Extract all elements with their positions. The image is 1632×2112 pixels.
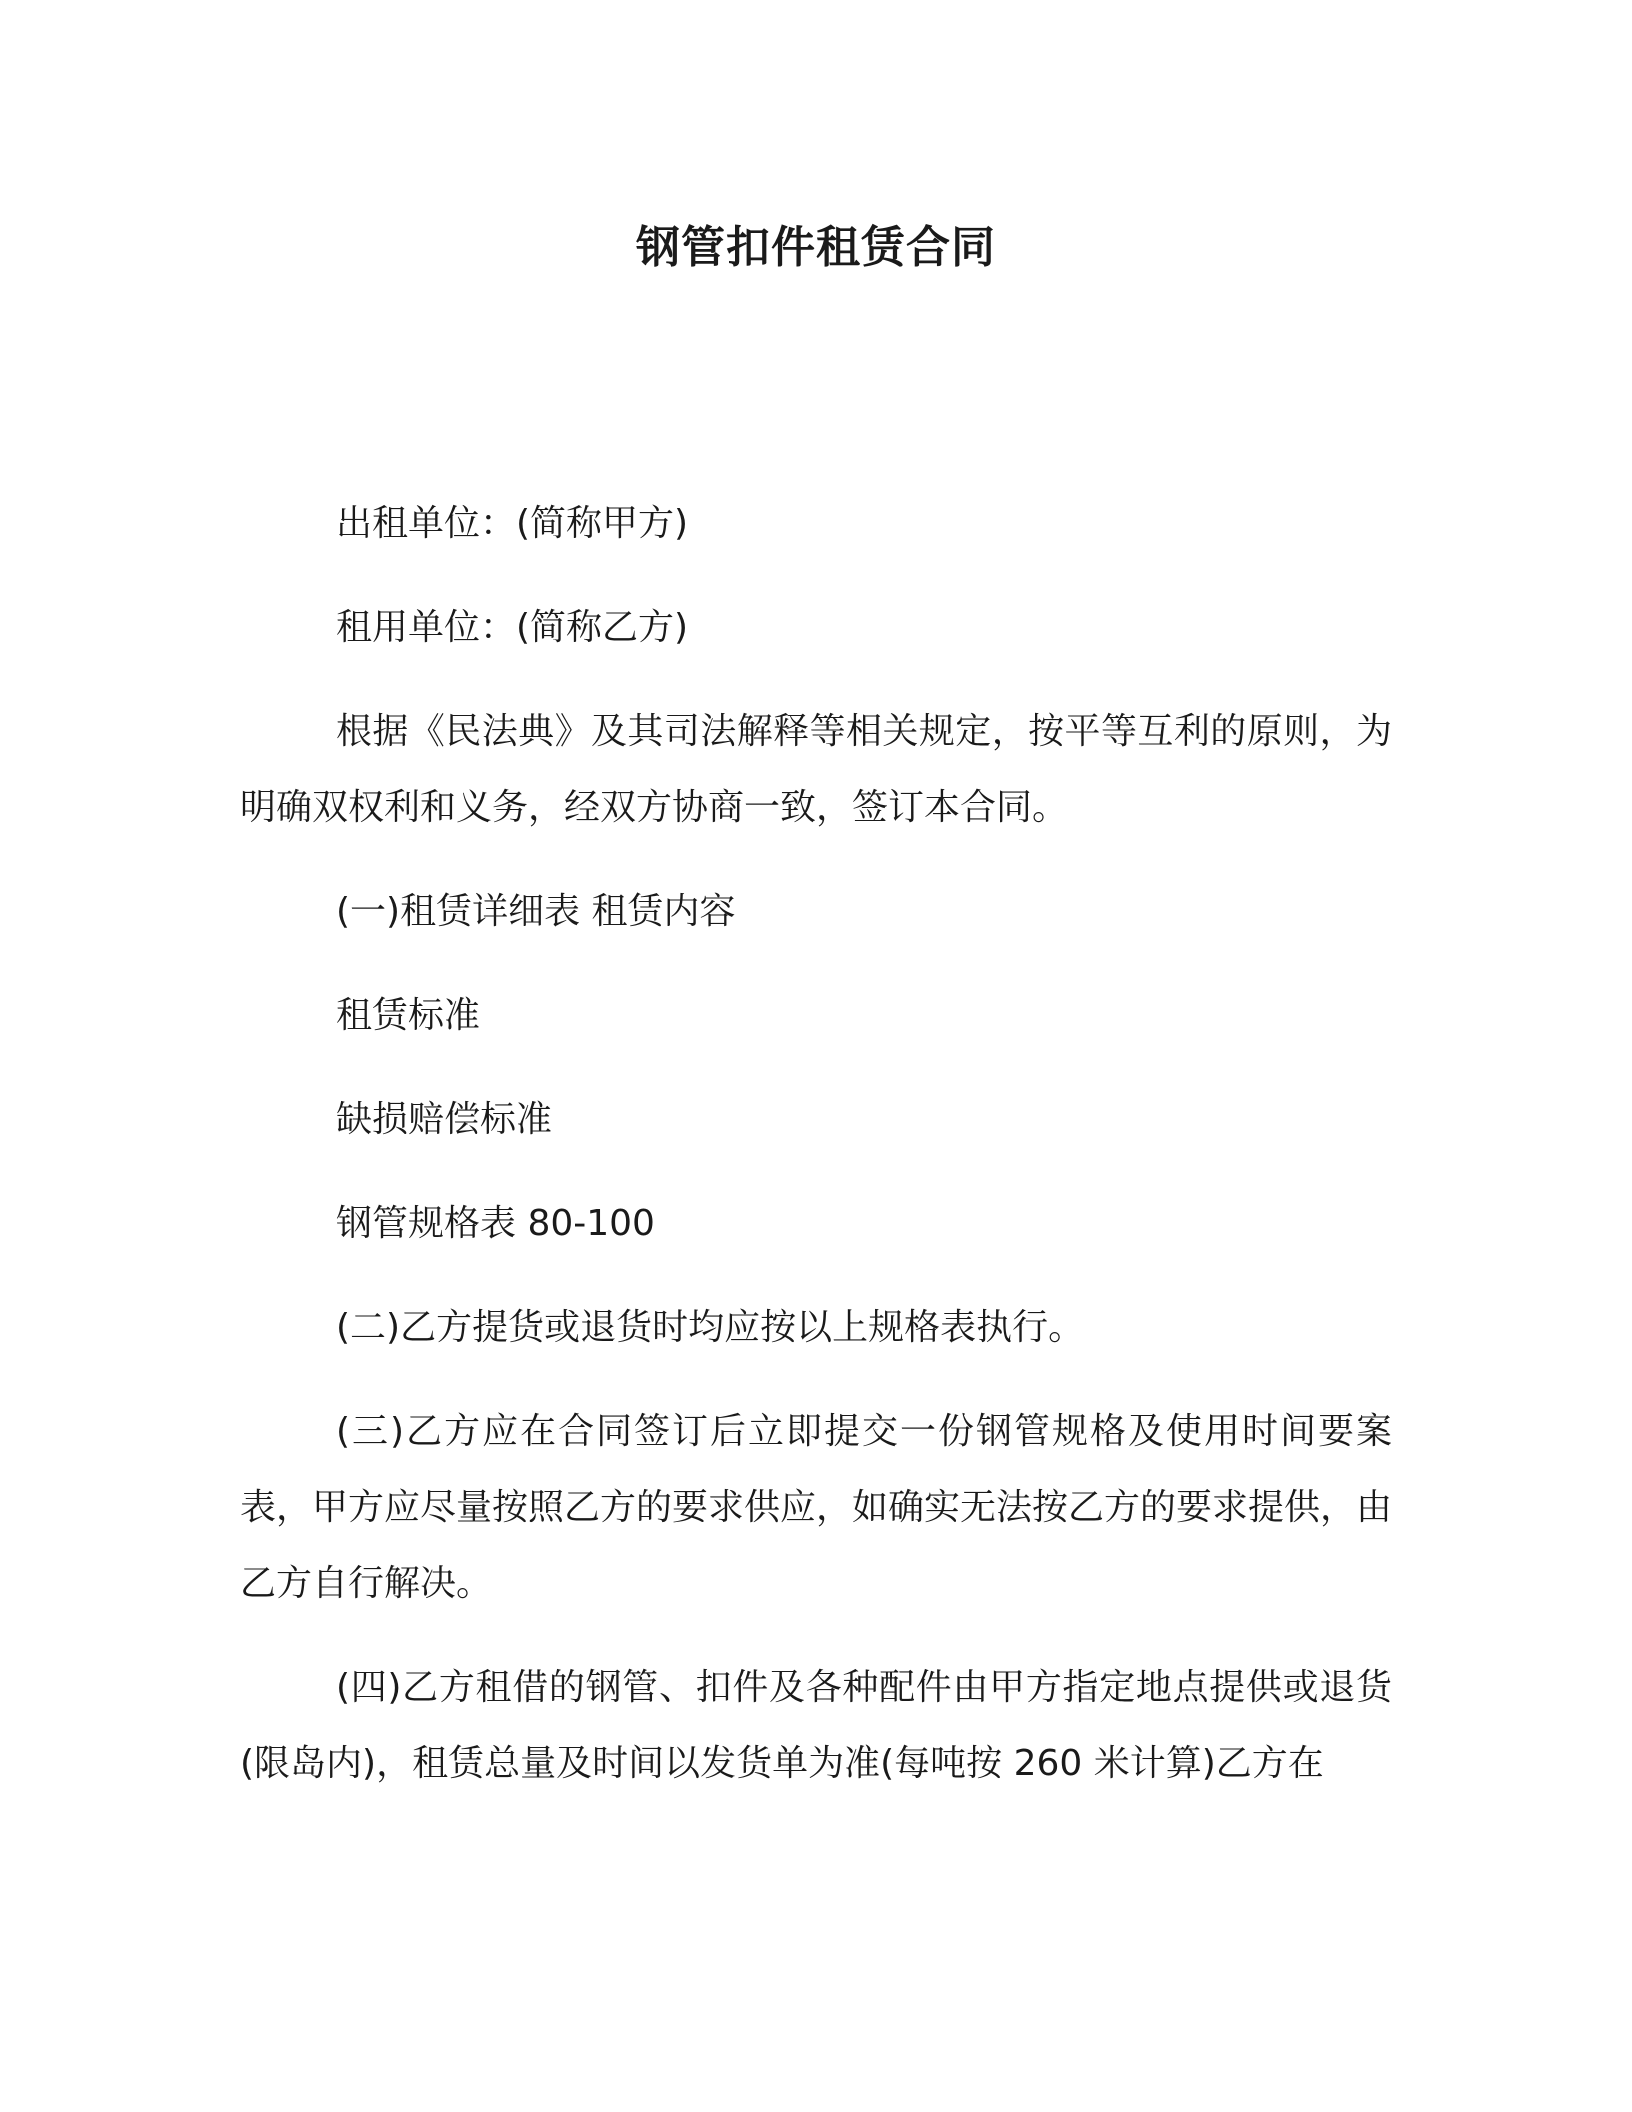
rental-standard-line: 租赁标准 xyxy=(336,995,481,1036)
preamble-paragraph: 根据《民法典》及其司法解释等相关规定，按平等互利的原则，为明确双权利和义务，经双方协商一致，签订本合同。 xyxy=(240,711,1392,828)
damage-compensation-line: 缺损赔偿标准 xyxy=(336,1099,553,1140)
clause-4-paragraph: (四)乙方租借的钢管、扣件及各种配件由甲方指定地点提供或退货(限岛内)，租赁总量及时间以发货单为准(每吨按 260 米计算)乙方在 xyxy=(240,1667,1392,1784)
lessor-line: 出租单位：(简称甲方) xyxy=(336,503,689,544)
lessee-line: 租用单位：(简称乙方) xyxy=(336,607,689,648)
document-title: 钢管扣件租赁合同 xyxy=(636,222,996,273)
clause-3-paragraph: (三)乙方应在合同签订后立即提交一份钢管规格及使用时间要案表，甲方应尽量按照乙方的要求供应，如确实无法按乙方的要求提供，由乙方自行解决。 xyxy=(240,1411,1393,1604)
document-body xyxy=(240,486,1392,1830)
clause-2-paragraph: (二)乙方提货或退货时均应按以上规格表执行。 xyxy=(336,1307,1085,1348)
pipe-spec-line: 钢管规格表 80-100 xyxy=(336,1203,655,1244)
clause-1-heading: (一)租赁详细表 租赁内容 xyxy=(336,891,736,932)
